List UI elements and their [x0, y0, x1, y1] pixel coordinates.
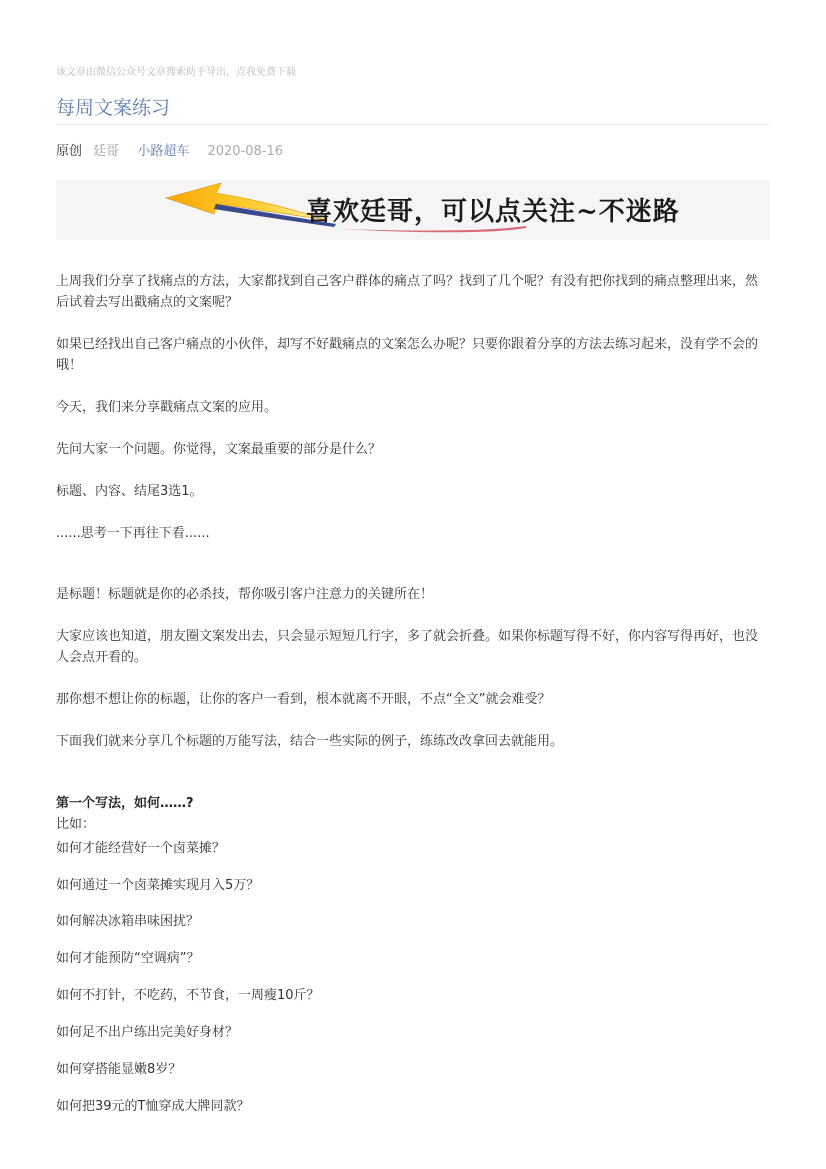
publish-date: 2020-08-16	[207, 144, 284, 159]
title-divider	[56, 124, 770, 125]
export-note-link[interactable]: 该文章由微信公众号文章搜索助手导出，点我免费下载	[56, 67, 296, 78]
page-title: 每周文案练习	[56, 97, 171, 119]
list-item: 如何通过一个卤菜摊实现月入5万？	[56, 878, 260, 893]
paragraph: 标题、内容、结尾3选1。	[56, 484, 203, 499]
paragraph: 今天，我们来分享戳痛点文案的应用。	[56, 400, 278, 415]
example-intro: 比如：	[56, 817, 96, 832]
paragraph: 上周我们分享了找痛点的方法，大家都找到自己客户群体的痛点了吗？找到了几个呢？有没有把你找到的痛点整理出来，然后试着去写出戳痛点的文案呢？	[56, 274, 759, 310]
original-label: 原创	[56, 144, 83, 159]
paragraph: 大家应该也知道，朋友圈文案发出去，只会显示短短几行字，多了就会折叠。如果你标题写得不好，你内容写得再好，也没人会点开看的。	[56, 629, 759, 665]
paragraph: 如果已经找出自己客户痛点的小伙伴，却写不好戳痛点的文案怎么办呢？只要你跟着分享的方法去练习起来，没有学不会的哦！	[56, 337, 759, 373]
account-link[interactable]: 小路超车	[137, 144, 190, 159]
list-item: 如何才能预防“空调病”？	[56, 951, 200, 966]
list-item: 如何解决冰箱串味困扰？	[56, 914, 200, 929]
paragraph: ......思考一下再往下看......	[56, 526, 210, 541]
list-item: 如何穿搭能显嫩8岁？	[56, 1062, 182, 1077]
list-item: 如何才能经营好一个卤菜摊？	[56, 841, 226, 856]
list-item: 如何不打针，不吃药，不节食，一周瘦10斤？	[56, 988, 320, 1003]
paragraph: 先问大家一个问题。你觉得，文案最重要的部分是什么？	[56, 442, 382, 457]
follow-banner	[56, 180, 770, 240]
paragraph: 是标题！标题就是你的必杀技，帮你吸引客户注意力的关键所在！	[56, 587, 434, 602]
list-item: 如何把39元的T恤穿成大牌同款？	[56, 1099, 250, 1114]
article-meta	[56, 140, 290, 159]
section-heading: 第一个写法，如何……?	[56, 796, 194, 811]
paragraph: 下面我们就来分享几个标题的万能写法，结合一些实际的例子，练练改改拿回去就能用。	[56, 734, 564, 749]
paragraph: 那你想不想让你的标题，让你的客户一看到，根本就离不开眼，不点“全文”就会难受？	[56, 692, 551, 707]
author-name: 廷哥	[93, 144, 120, 159]
banner-text: 喜欢廷哥，可以点关注~不迷路	[306, 197, 680, 227]
list-item: 如何足不出户练出完美好身材？	[56, 1025, 239, 1040]
